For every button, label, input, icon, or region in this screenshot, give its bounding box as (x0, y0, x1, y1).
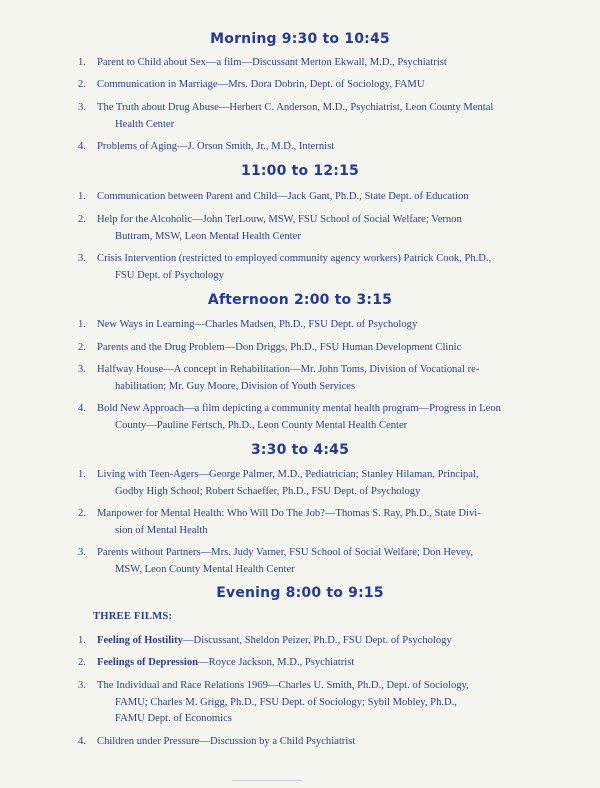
section-heading-afternoon: Afternoon 2:00 to 3:15 (207, 292, 393, 308)
footer-rule (232, 780, 302, 781)
list-item: 2. Feelings of Depression—Royce Jackson, M.D., Psychiatrist (78, 657, 355, 668)
films-subheading: THREE FILMS: (93, 611, 173, 622)
film-title: Feelings of Depression (97, 657, 199, 668)
list-item: 1. Living with Teen-Agers—George Palmer, M.D., Pediatrician; Stanley Hilaman, Principal, Godby High School; Robert Schaeffer, Ph.D., FSU Dept. of Psychology (78, 469, 479, 497)
list-item: 1. Feeling of Hostility—Discussant, Sheldon Peizer, Ph.D., FSU Dept. of Psychology (78, 635, 452, 646)
list-item: 4. Problems of Aging—J. Orson Smith, Jr., M.D., Internist (78, 141, 335, 152)
list-item: 1. New Ways in Learning—Charles Madsen, Ph.D., FSU Dept. of Psychology (78, 319, 418, 330)
section-heading-late-morning: 11:00 to 12:15 (241, 163, 359, 179)
film-title: Feeling of Hostility (97, 635, 183, 646)
list-item: 2. Communication in Marriage—Mrs. Dora Dobrin, Dept. of Sociology, FAMU (78, 79, 425, 90)
list-item: 2. Parents and the Drug Problem—Don Driggs, Ph.D., FSU Human Development Clinic (78, 342, 462, 353)
list-item: 1. Communication between Parent and Child—Jack Gant, Ph.D., State Dept. of Education (78, 191, 469, 202)
list-item: 4. Bold New Approach—a film depicting a community mental health program—Progress in Leon County—Pauline Fertsch, Ph.D., Leon County Mental Health Center (78, 403, 501, 431)
list-item: 4. Children under Pressure—Discussion by a Child Psychiatrist (78, 736, 356, 747)
list-item: 2. Manpower for Mental Health: Who Will Do The Job?—Thomas S. Ray, Ph.D., State Divi- sion of Mental Health (78, 508, 481, 536)
section-heading-late-afternoon: 3:30 to 4:45 (250, 442, 350, 458)
list-item: 3. Halfway House—A concept in Rehabilitation—Mr. John Toms, Division of Vocational re- habilitation; Mr. Guy Moore, Division of Youth Services (78, 364, 480, 392)
list-item: 3. Parents without Partners—Mrs. Judy Varner, FSU School of Social Welfare; Don Hevey, MSW, Leon County Mental Health Center (78, 547, 474, 575)
section-heading-morning: Morning 9:30 to 10:45 (210, 31, 390, 47)
list-item: 3. The Individual and Race Relations 1969—Charles U. Smith, Ph.D., Dept. of Sociology, FAMU; Charles M. Grigg, Ph.D., FSU Dept. of Sociology; Sybil Mobley, Ph.D., FAMU Dept. of Economics (78, 680, 469, 724)
list-item: 3. The Truth about Drug Abuse—Herbert C. Anderson, M.D., Psychiatrist, Leon County Mental Health Center (78, 102, 494, 130)
section-heading-evening: Evening 8:00 to 9:15 (216, 585, 384, 601)
list-item: 1. Parent to Child about Sex—a film—Discussant Merton Ekwall, M.D., Psychiatrist (78, 57, 447, 68)
list-item: 2. Help for the Alcoholic—John TerLouw, MSW, FSU School of Social Welfare; Vernon Buttram, MSW, Leon Mental Health Center (78, 214, 462, 242)
list-item: 3. Crisis Intervention (restricted to employed community agency workers) Patrick Cook, Ph.D., FSU Dept. of Psychology (78, 253, 492, 281)
